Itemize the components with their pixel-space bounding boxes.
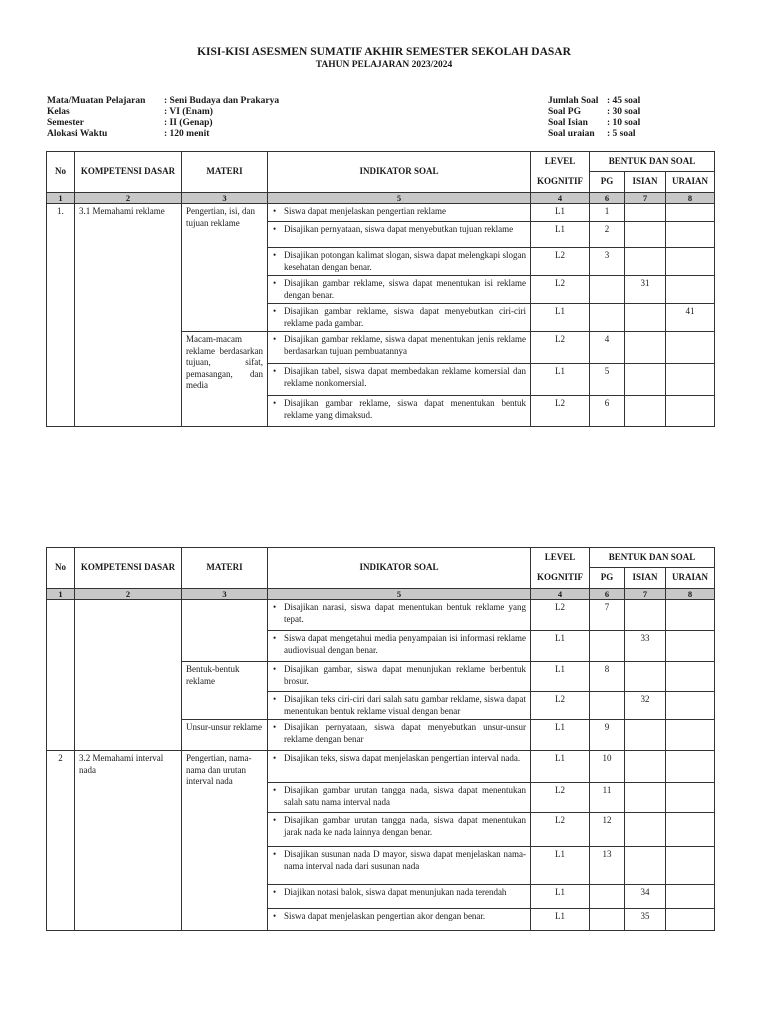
document-subtitle: TAHUN PELAJARAN 2023/2024 — [315, 60, 453, 70]
meta-value: : 5 soal — [607, 129, 636, 139]
level-cell: L1 — [531, 720, 590, 751]
header-uraian: URAIAN — [666, 172, 715, 193]
header-bentuk: BENTUK DAN SOAL — [590, 152, 715, 172]
indikator-cell: • Disajikan gambar, siswa dapat menunjukan reklame berbentuk brosur. — [268, 662, 531, 692]
header-indikator: INDIKATOR SOAL — [268, 152, 531, 193]
level-cell: L2 — [531, 332, 590, 364]
meta-value: : 45 soal — [607, 96, 641, 106]
uraian-cell — [666, 909, 715, 931]
header-kd: KOMPETENSI DASAR — [75, 548, 182, 589]
isian-cell — [625, 204, 666, 222]
level-cell: L1 — [531, 204, 590, 222]
meta-value: : 30 soal — [607, 107, 641, 117]
indikator-cell: • Disajikan gambar reklame, siswa dapat menentukan isi reklame dengan benar. — [268, 276, 531, 304]
pg-cell — [590, 304, 625, 332]
level-cell: L2 — [531, 813, 590, 847]
bullet-icon: • — [273, 633, 277, 643]
uraian-cell: 41 — [666, 304, 715, 332]
bullet-icon: • — [273, 722, 277, 732]
bullet-icon: • — [273, 334, 277, 344]
indikator-cell: • Disajikan gambar reklame, siswa dapat menentukan bentuk reklame yang dimaksud. — [268, 396, 531, 427]
isian-cell — [625, 364, 666, 396]
bullet-icon: • — [273, 664, 277, 674]
level-cell: L1 — [531, 631, 590, 662]
uraian-cell — [666, 783, 715, 813]
pg-cell: 5 — [590, 364, 625, 396]
isian-cell — [625, 662, 666, 692]
isian-cell: 32 — [625, 692, 666, 720]
column-number-row — [47, 193, 715, 204]
pg-cell: 7 — [590, 600, 625, 631]
indikator-cell: • Disajikan gambar reklame, siswa dapat menyebutkan ciri-ciri reklame pada gambar. — [268, 304, 531, 332]
col-num: 8 — [666, 589, 715, 600]
isian-cell — [625, 304, 666, 332]
bullet-icon: • — [273, 815, 277, 825]
isian-cell — [625, 248, 666, 276]
isian-cell — [625, 751, 666, 783]
pg-cell — [590, 885, 625, 909]
uraian-cell — [666, 662, 715, 692]
meta-row — [548, 118, 640, 129]
col-num: 6 — [590, 589, 625, 600]
pg-cell: 9 — [590, 720, 625, 751]
header-row — [47, 548, 715, 568]
bullet-icon: • — [273, 753, 277, 763]
meta-label: Alokasi Waktu — [47, 129, 108, 139]
row-kd: 3.2 Memahami interval nada — [75, 751, 182, 931]
pg-cell — [590, 909, 625, 931]
bullet-icon: • — [273, 602, 277, 612]
row-no: 1. — [47, 204, 75, 427]
header-no: No — [47, 152, 75, 193]
header-isian: ISIAN — [625, 568, 666, 589]
meta-row — [47, 129, 279, 140]
row-no — [47, 600, 75, 751]
level-cell: L1 — [531, 885, 590, 909]
header-level: LEVEL — [531, 548, 590, 568]
bullet-icon: • — [273, 785, 277, 795]
header-no: No — [47, 548, 75, 589]
row-materi: Pengertian, nama-nama dan urutan interval nada — [182, 751, 268, 931]
meta-label: Soal uraian — [548, 129, 595, 139]
uraian-cell — [666, 847, 715, 885]
level-cell: L2 — [531, 248, 590, 276]
indikator-cell: • Disajikan pernyataan, siswa dapat menyebutkan tujuan reklame — [268, 222, 531, 248]
meta-row — [47, 118, 279, 129]
uraian-cell — [666, 631, 715, 662]
meta-value: : VI (Enam) — [164, 107, 213, 117]
meta-value: : Seni Budaya dan Prakarya — [164, 96, 280, 106]
bullet-icon: • — [273, 250, 277, 260]
indikator-cell: • Disajikan susunan nada D mayor, siswa dapat menjelaskan nama-nama interval nada dari susunan nada — [268, 847, 531, 885]
pg-cell: 8 — [590, 662, 625, 692]
bullet-icon: • — [273, 911, 277, 921]
header-kognitif: KOGNITIF — [531, 568, 590, 589]
level-cell: L1 — [531, 364, 590, 396]
row-materi: Pengertian, isi, dan tujuan reklame — [182, 204, 268, 332]
column-number-row — [47, 589, 715, 600]
meta-row — [548, 96, 640, 107]
header-indikator: INDIKATOR SOAL — [268, 548, 531, 589]
col-num: 7 — [625, 589, 666, 600]
uraian-cell — [666, 813, 715, 847]
level-cell: L2 — [531, 600, 590, 631]
indikator-cell: • Disajikan gambar urutan tangga nada, siswa dapat menentukan jarak nada ke nada lainnya dengan benar. — [268, 813, 531, 847]
header-kd: KOMPETENSI DASAR — [75, 152, 182, 193]
bullet-icon: • — [273, 206, 277, 216]
uraian-cell — [666, 751, 715, 783]
row-no: 2 — [47, 751, 75, 931]
indikator-cell: • Siswa dapat mengetahui media penyampaian isi informasi reklame audiovisual dengan benar. — [268, 631, 531, 662]
uraian-cell — [666, 332, 715, 364]
uraian-cell — [666, 396, 715, 427]
col-num: 2 — [75, 193, 182, 204]
meta-label: Semester — [47, 118, 84, 128]
indikator-cell: • Diajikan notasi balok, siswa dapat menunjukan nada terendah — [268, 885, 531, 909]
meta-value: : II (Genap) — [164, 118, 213, 128]
bullet-icon: • — [273, 278, 277, 288]
isian-cell — [625, 813, 666, 847]
isian-cell: 35 — [625, 909, 666, 931]
col-num: 4 — [531, 589, 590, 600]
pg-cell — [590, 692, 625, 720]
row-kd: 3.1 Memahami reklame — [75, 204, 182, 427]
header-level: LEVEL — [531, 152, 590, 172]
indikator-cell: • Siswa dapat menjelaskan pengertian akor dengan benar. — [268, 909, 531, 931]
level-cell: L1 — [531, 662, 590, 692]
uraian-cell — [666, 885, 715, 909]
col-num: 3 — [182, 193, 268, 204]
pg-cell: 1 — [590, 204, 625, 222]
pg-cell: 10 — [590, 751, 625, 783]
bullet-icon: • — [273, 366, 277, 376]
kisi-kisi-table-1 — [46, 151, 715, 427]
isian-cell — [625, 600, 666, 631]
col-num: 5 — [268, 589, 531, 600]
table-row — [47, 751, 715, 783]
uraian-cell — [666, 364, 715, 396]
kisi-kisi-table-2 — [46, 547, 715, 931]
meta-right — [548, 96, 640, 140]
isian-cell — [625, 847, 666, 885]
isian-cell: 31 — [625, 276, 666, 304]
level-cell: L2 — [531, 396, 590, 427]
bullet-icon: • — [273, 398, 277, 408]
pg-cell: 13 — [590, 847, 625, 885]
bullet-icon: • — [273, 694, 277, 704]
pg-cell: 6 — [590, 396, 625, 427]
col-num: 8 — [666, 193, 715, 204]
meta-row — [548, 107, 640, 118]
col-num: 1 — [47, 193, 75, 204]
indikator-cell: • Siswa dapat menjelaskan pengertian reklame — [268, 204, 531, 222]
level-cell: L2 — [531, 276, 590, 304]
pg-cell — [590, 276, 625, 304]
isian-cell — [625, 332, 666, 364]
bullet-icon: • — [273, 224, 277, 234]
meta-left — [47, 96, 279, 140]
header-pg: PG — [590, 568, 625, 589]
isian-cell: 33 — [625, 631, 666, 662]
meta-label: Mata/Muatan Pelajaran — [47, 96, 146, 106]
meta-label: Soal PG — [548, 107, 581, 117]
meta-value: : 120 menit — [164, 129, 210, 139]
header-bentuk: BENTUK DAN SOAL — [590, 548, 715, 568]
meta-label: Jumlah Soal — [548, 96, 599, 106]
pg-cell: 2 — [590, 222, 625, 248]
meta-label: Soal Isian — [548, 118, 588, 128]
level-cell: L1 — [531, 751, 590, 783]
isian-cell — [625, 720, 666, 751]
row-materi: Unsur-unsur reklame — [182, 720, 268, 751]
meta-value: : 10 soal — [607, 118, 641, 128]
uraian-cell — [666, 720, 715, 751]
document-title: KISI-KISI ASESMEN SUMATIF AKHIR SEMESTER SEKOLAH DASAR — [197, 46, 571, 58]
row-materi: Bentuk-bentuk reklame — [182, 662, 268, 720]
row-materi: Macam-macam reklame berdasarkan tujuan, sifat, pemasangan, dan media — [182, 332, 268, 427]
row-kd — [75, 600, 182, 751]
level-cell: L1 — [531, 847, 590, 885]
level-cell: L2 — [531, 783, 590, 813]
header-materi: MATERI — [182, 152, 268, 193]
uraian-cell — [666, 204, 715, 222]
bullet-icon: • — [273, 849, 277, 859]
level-cell: L2 — [531, 692, 590, 720]
meta-row — [548, 129, 640, 140]
indikator-cell: • Disajikan pernyataan, siswa dapat menyebutkan unsur-unsur reklame dengan benar — [268, 720, 531, 751]
table-row — [47, 204, 715, 222]
isian-cell — [625, 396, 666, 427]
col-num: 3 — [182, 589, 268, 600]
meta-row — [47, 107, 279, 118]
meta-label: Kelas — [47, 107, 70, 117]
isian-cell: 34 — [625, 885, 666, 909]
meta-row — [47, 96, 279, 107]
indikator-cell: • Disajikan tabel, siswa dapat membedakan reklame komersial dan reklame nonkomersial. — [268, 364, 531, 396]
indikator-cell: • Disajikan teks ciri-ciri dari salah satu gambar reklame, siswa dapat menentukan bentuk reklame visual dengan benar — [268, 692, 531, 720]
col-num: 2 — [75, 589, 182, 600]
isian-cell — [625, 783, 666, 813]
uraian-cell — [666, 248, 715, 276]
header-isian: ISIAN — [625, 172, 666, 193]
indikator-cell: • Disajikan narasi, siswa dapat menentukan bentuk reklame yang tepat. — [268, 600, 531, 631]
col-num: 6 — [590, 193, 625, 204]
uraian-cell — [666, 600, 715, 631]
col-num: 1 — [47, 589, 75, 600]
col-num: 5 — [268, 193, 531, 204]
uraian-cell — [666, 692, 715, 720]
pg-cell: 4 — [590, 332, 625, 364]
header-pg: PG — [590, 172, 625, 193]
indikator-cell: • Disajikan teks, siswa dapat menjelaskan pengertian interval nada. — [268, 751, 531, 783]
indikator-cell: • Disajikan potongan kalimat slogan, siswa dapat melengkapi slogan kesehatan dengan benar. — [268, 248, 531, 276]
indikator-cell: • Disajikan gambar urutan tangga nada, siswa dapat menentukan salah satu nama interval nada — [268, 783, 531, 813]
uraian-cell — [666, 222, 715, 248]
level-cell: L1 — [531, 304, 590, 332]
header-row — [47, 152, 715, 172]
isian-cell — [625, 222, 666, 248]
table-row — [47, 600, 715, 631]
level-cell: L1 — [531, 222, 590, 248]
row-materi — [182, 600, 268, 662]
header-kognitif: KOGNITIF — [531, 172, 590, 193]
header-materi: MATERI — [182, 548, 268, 589]
pg-cell — [590, 631, 625, 662]
uraian-cell — [666, 276, 715, 304]
header-uraian: URAIAN — [666, 568, 715, 589]
pg-cell: 3 — [590, 248, 625, 276]
pg-cell: 11 — [590, 783, 625, 813]
indikator-cell: • Disajikan gambar reklame, siswa dapat menentukan jenis reklame berdasarkan tujuan pembuatannya — [268, 332, 531, 364]
bullet-icon: • — [273, 887, 277, 897]
col-num: 4 — [531, 193, 590, 204]
bullet-icon: • — [273, 306, 277, 316]
level-cell: L1 — [531, 909, 590, 931]
col-num: 7 — [625, 193, 666, 204]
pg-cell: 12 — [590, 813, 625, 847]
